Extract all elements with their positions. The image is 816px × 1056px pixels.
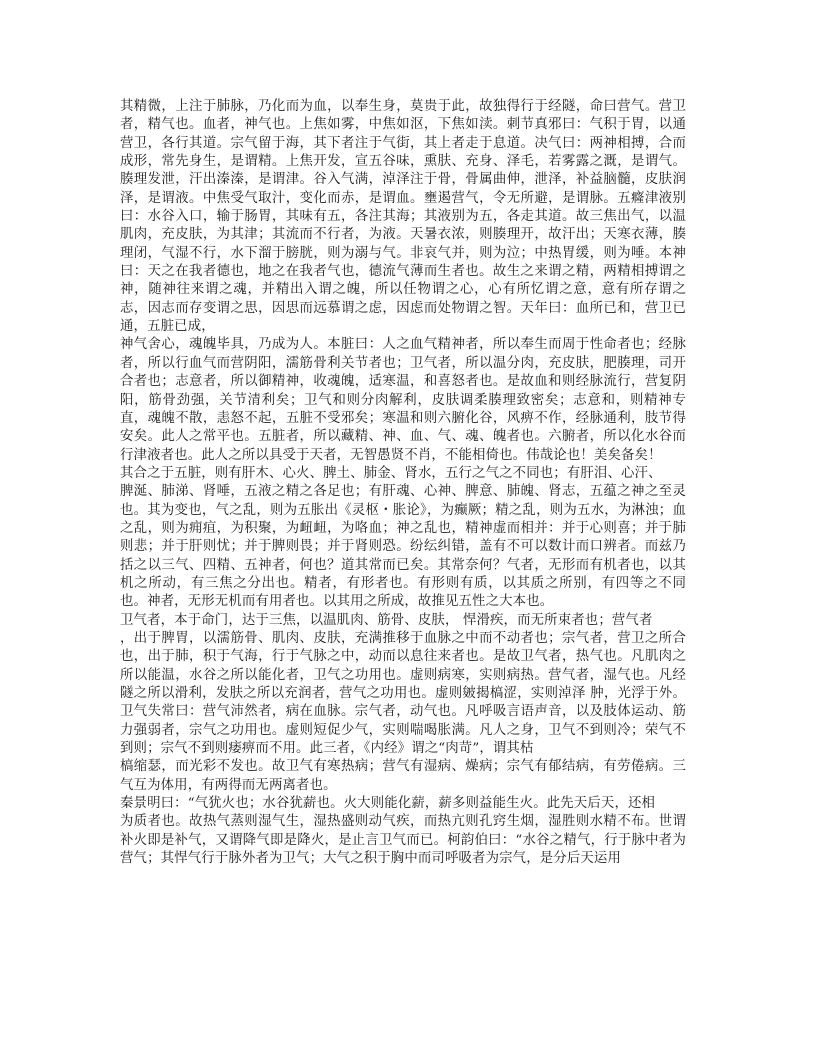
document-page	[120, 98, 686, 868]
paragraph-4: 脾涎、肺涕、肾唾，五液之精之各足也；有肝魂、心神、脾意、肺魄、肾志，五蕴之神之至灵也。其为变也，气之乱，则为五胀出《灵枢・胀论》，为癫厥；精之乱，则为五水，为淋浊；血之乱，则为痈疽，为积聚，为衄衄，为咯血；神之乱也，精神虚而相并：并于心则喜；并于肺则悲；并于肝则忧；并于脾则畏；并于肾则恐。纷纭纠错，盖有不可以数计而口辨者。而兹乃括之以三气、四精、五神者，何也？道其常而已矣。其常奈何？气者，无形而有机者也，以其机之所动，有三焦之分出也。精者，有形者也。有形则有质，以其质之所别，有四等之不同也。神者，无形无机而有用者也。以其用之所成，故推见五性之大本也。	[120, 484, 686, 610]
paragraph-6: ，出于脾胃，以濡筋骨、肌肉、皮肤，充满推移于血脉之中而不动者也；宗气者，营卫之所合也，出于肺，积于气海，行于气脉之中，动而以息往来者也。是故卫气者，热气也。凡肌肉之所以能温，水谷之所以能化者，卫气之功用也。虚则病寒，实则病热。营气者，湿气也。凡经隧之所以滑利，发肤之所以充润者，营气之功用也。虚则皴揭槁涩，实则淖泽 肿，光浮于外。卫气失常曰：营气沛然者，病在血脉。宗气者，动气也。凡呼吸言语声音，以及肢体运动、筋力强弱者，宗气之功用也。虚则短促少气，实则喘喝胀满。凡人之身，卫气不到则冷；荣气不到则；宗气不到则痿痹而不用。此三者，《内经》谓之“肉苛”，谓其枯	[120, 630, 686, 757]
paragraph-8: 秦景明曰：“气犹火也；水谷犹薪也。火大则能化薪，薪多则益能生火。此先天后天，还相	[120, 796, 656, 812]
paragraph-2: 神气舍心，魂魄毕具，乃成为人。本脏曰：人之血气精神者，所以奉生而周于性命者也；经脉者，所以行血气而营阴阳，濡筋骨利关节者也；卫气者，所以温分肉，充皮肤，肥腠理，司开合者也；志意者，所以御精神，收魂魄，适寒温，和喜怒者也。是故血和则经脉流行，营复阴阳，筋骨劲强，关节清利矣；卫气和则分肉解利，皮肤调柔腠理致密矣；志意和，则精神专直，魂魄不散，恚怒不起，五脏不受邪矣；寒温和则六腑化谷，风痹不作，经脉通利，肢节得安矣。此人之常平也。五脏者，所以藏精、神、血、气、魂、魄者也。六腑者，所以化水谷而行津液者也。此人之所以具受于天者，无智愚贤不肖，不能相倚也。伟哉论也！美矣备矣！	[120, 337, 686, 463]
paragraph-5: 卫气者，本于命门，达于三焦，以温肌肉、筋骨、皮肤， 悍滑疾，而无所束者也；营气者	[120, 612, 653, 628]
paragraph-3: 其合之于五脏，则有肝木、心火、脾土、肺金、肾水，五行之气之不同也；有肝泪、心汗、	[120, 465, 662, 481]
paragraph-1: 其精微，上注于肺脉，乃化而为血，以奉生身，莫贵于此，故独得行于经隧，命曰营气。营卫者，精气也。血者，神气也。上焦如雾，中焦如沤，下焦如渎。刺节真邪曰：气积于胃，以通营卫，各行其道。宗气留于海，其下者注于气街，其上者走于息道。决气曰：两神相搏，合而成形，常先身生，是谓精。上焦开发，宣五谷味，熏肤、充身、泽毛，若雾露之溉，是谓气。腠理发泄，汗出溱溱，是谓津。谷入气满，淖泽注于骨，骨属曲伸，泄泽，补益脑髓，皮肤润泽，是谓液。中焦受气取汁，变化而赤，是谓血。壅遏营气，令无所避，是谓脉。五癃津液别曰：水谷入口，输于肠胃，其味有五，各注其海；其液别为五，各走其道。故三焦出气，以温肌肉，充皮肤，为其津；其流而不行者，为液。天暑衣浓，则腠理开，故汗出；天寒衣薄，腠理闭，气湿不行，水下溜于膀胱，则为溺与气。非哀气并，则为泣；中热胃缓，则为唾。本神曰：天之在我者德也，地之在我者气也，德流气薄而生者也。故生之来谓之精，两精相搏谓之神，随神往来谓之魂，并精出入谓之魄，所以任物谓之心，心有所忆谓之意，意有所存谓之志，因志而存变谓之思，因思而远慕谓之虑，因虑而处物谓之智。天年曰：血所已和，营卫已通，五脏已成，	[120, 99, 686, 335]
paragraph-7: 槁缩瑟，而光彩不发也。故卫气有寒热病；营气有湿病、燥病；宗气有郁结病，有劳倦病。三气互为体用，有两得而无两离者也。	[120, 759, 686, 793]
paragraph-9: 为质者也。故热气蒸则湿气生，湿热盛则动气疾，而热亢则孔窍生烟，湿胜则水精不布。世谓补火即是补气，又谓降气即是降火，是止言卫气而已。柯韵伯曰：“水谷之精气，行于脉中者为营气；其悍气行于脉外者为卫气；大气之积于胸中而司呼吸者为宗气，是分后天运用	[120, 814, 686, 867]
